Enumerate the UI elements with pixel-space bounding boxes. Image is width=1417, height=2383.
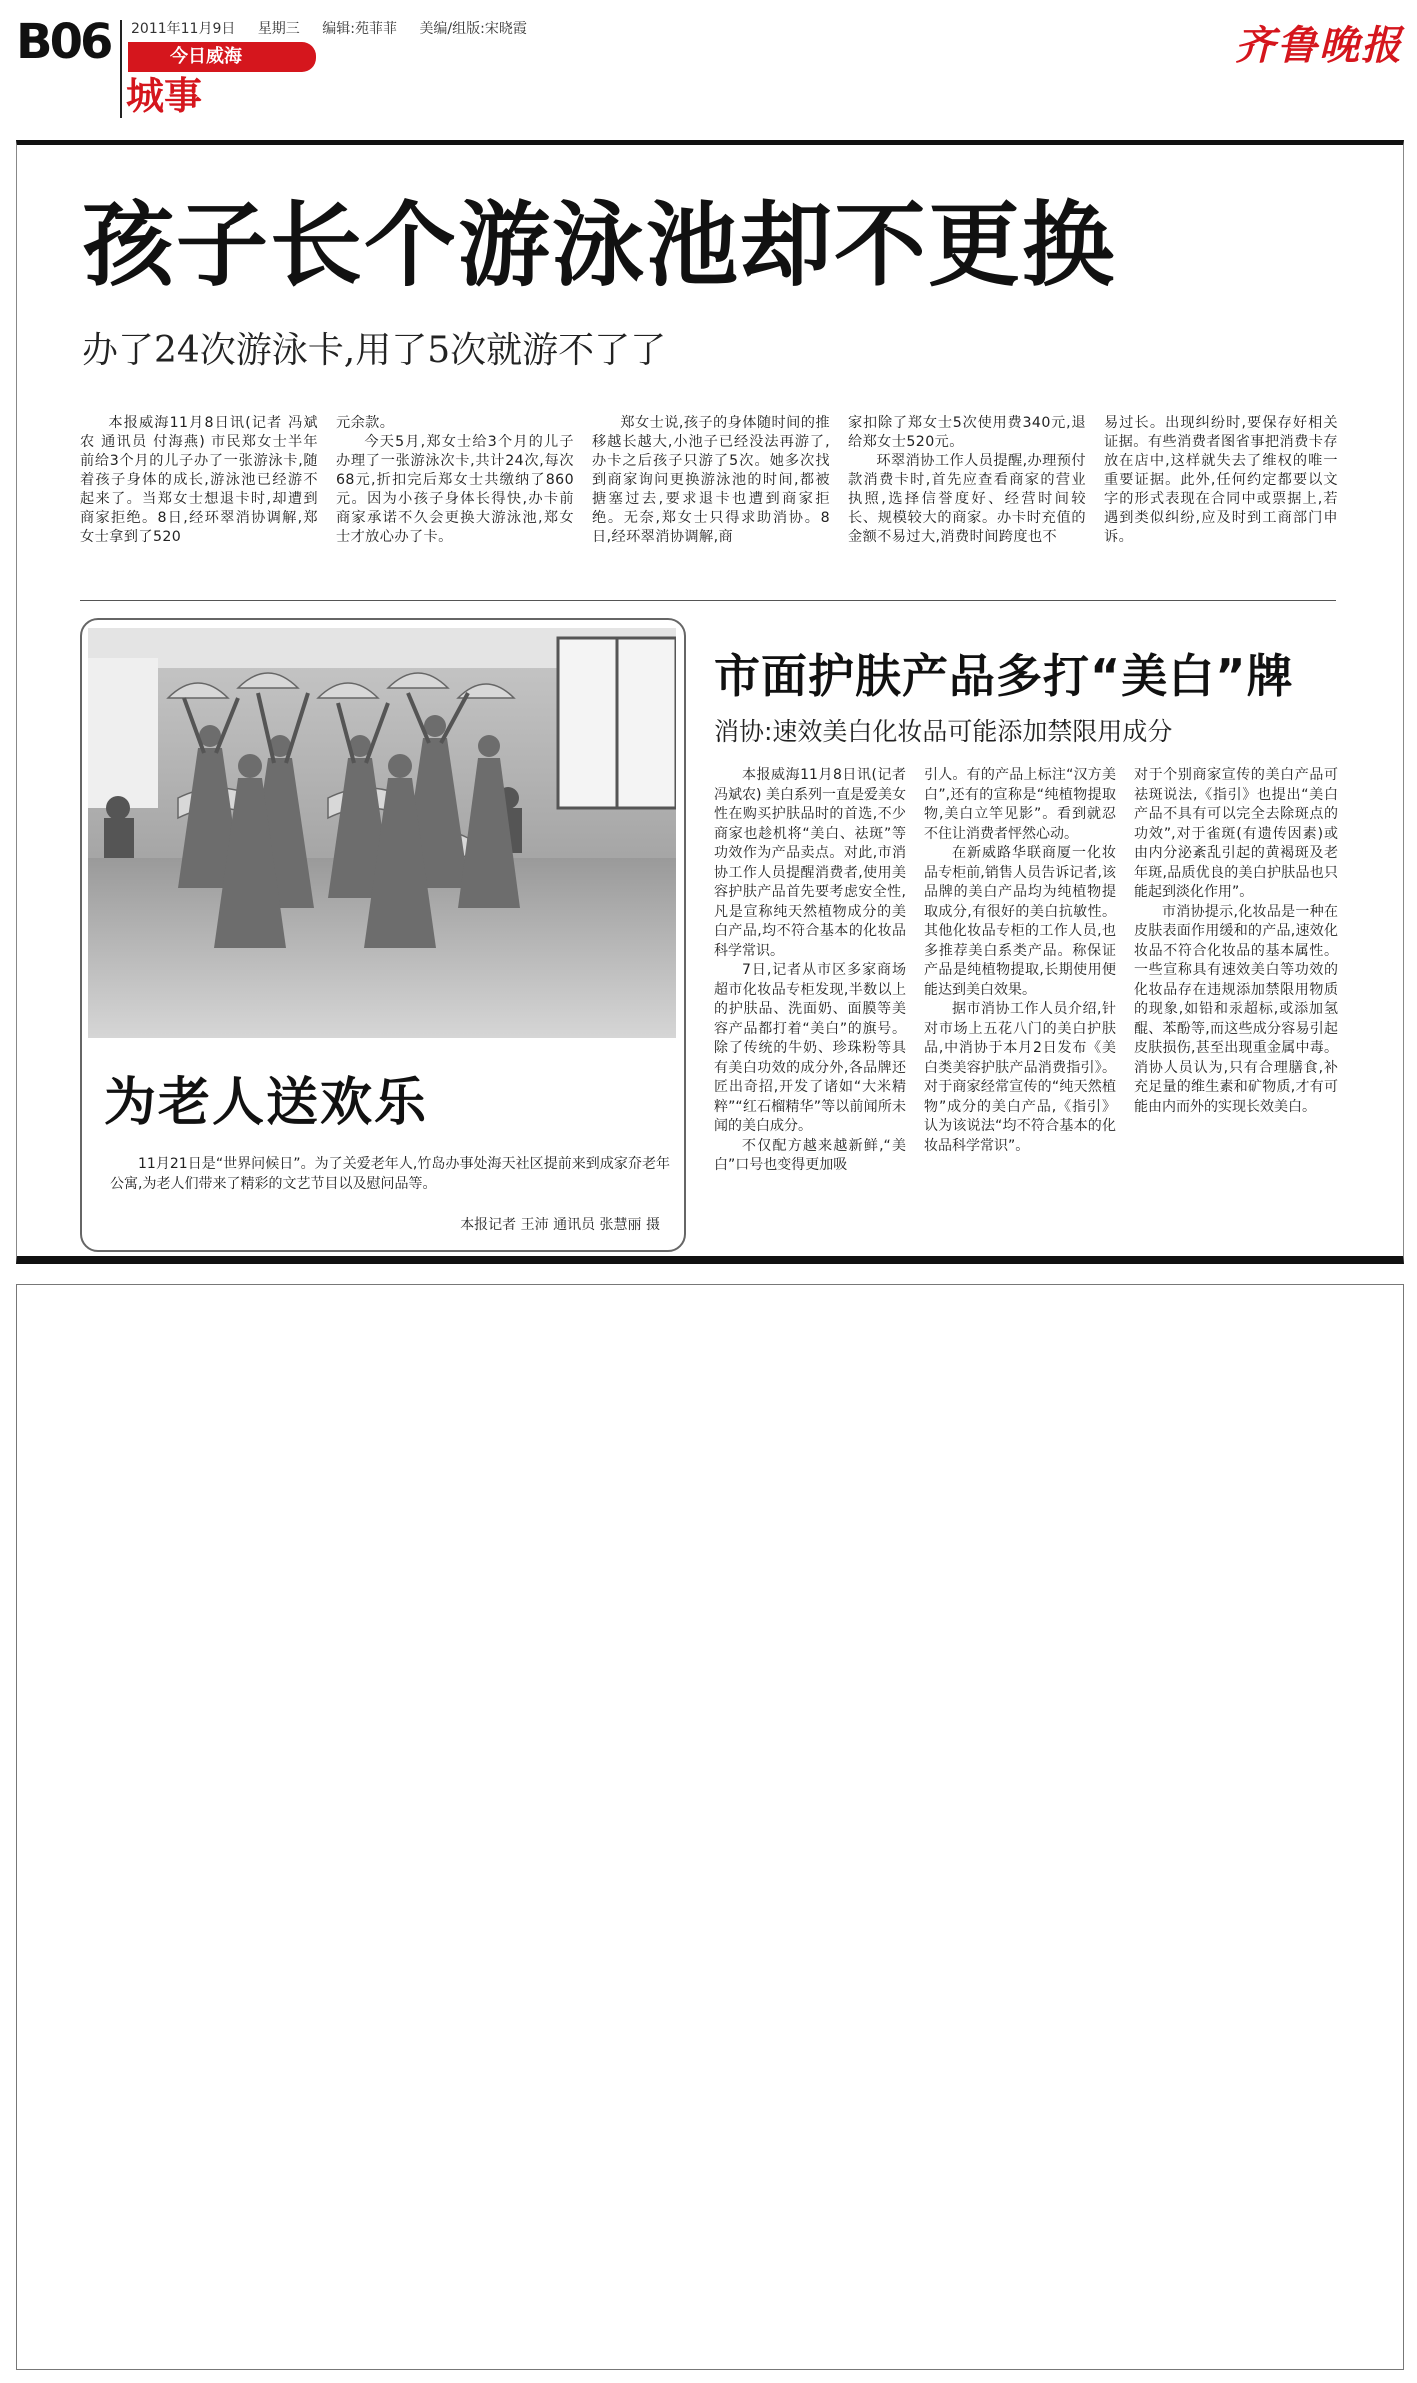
- story1-paragraph: 元余款。: [336, 415, 395, 431]
- photo-feature: [80, 618, 686, 1252]
- story2-headline: 市面护肤产品多打“美白”牌: [714, 649, 1294, 703]
- story2-paragraph: 引人。有的产品上标注“汉方美白”,还有的宣称是“纯植物提取物,美白立竿见影”。看到就忍不住让消费者怦然心动。: [924, 767, 1116, 842]
- story2-column-3: [1134, 766, 1338, 1117]
- editor-credit: 编辑:苑菲菲: [322, 21, 397, 37]
- story2-paragraph: 在新威路华联商厦一化妆品专柜前,销售人员告诉记者,该品牌的美白产品均为纯植物提取成分,有很好的美白抗敏性。其他化妆品专柜的工作人员,也多推荐美白系类产品。称保证产品是纯植物提取,长期使用便能达到美白效果。: [924, 845, 1116, 998]
- story1-column-1: [80, 414, 318, 547]
- story1-paragraph: 易过长。出现纠纷时,要保存好相关证据。有些消费者图省事把消费卡存放在店中,这样就失去了维权的唯一重要证据。此外,任何约定都要以文字的形式表现在合同中或票据上,若遇到类似纠纷,应及时到工商部门申诉。: [1104, 415, 1338, 545]
- story1-paragraph: 本报威海11月8日讯(记者 冯斌农 通讯员 付海燕) 市民郑女士半年前给3个月的儿子办了一张游泳卡,随着孩子身体的成长,游泳池已经游不起来了。当郑女士想退卡时,却遭到商家拒绝。8日,经环翠消协调解,郑女士拿到了520: [80, 415, 318, 545]
- story1-column-5: [1104, 414, 1338, 547]
- story1-paragraph: 郑女士说,孩子的身体随时间的推移越长越大,小池子已经没法再游了,办卡之后孩子只游了5次。她多次找到商家询问更换游泳池的时间,都被搪塞过去,要求退卡也遭到商家拒绝。无奈,郑女士只得求助消协。8日,经环翠消协调解,商: [592, 415, 830, 545]
- newspaper-logo: 齐鲁晚报: [1235, 22, 1403, 69]
- issue-weekday: 星期三: [257, 21, 300, 37]
- photo-title: 为老人送欢乐: [104, 1073, 429, 1133]
- section-title: 城事: [126, 74, 203, 118]
- story1-column-2: [336, 414, 574, 547]
- story1-subhead: 办了24次游泳卡,用了5次就游不了了: [82, 330, 667, 371]
- masthead-divider: [120, 20, 122, 118]
- page-number: B06: [16, 14, 111, 70]
- story1-paragraph: 家扣除了郑女士5次使用费340元,退给郑女士520元。: [848, 415, 1086, 450]
- story1-paragraph: 今天5月,郑女士给3个月的儿子办理了一张游泳次卡,共计24次,每次68元,折扣完后郑女士共缴纳了860元。因为小孩子身体长得快,办卡前商家承诺不久会更换大游泳池,郑女士才放心办了卡。: [336, 434, 574, 545]
- empty-bottom-frame: [16, 1284, 1404, 2370]
- designer-credit: 美编/组版:宋晓霞: [419, 21, 527, 37]
- section-tag: 今日威海: [128, 42, 316, 72]
- story2-subhead: 消协:速效美白化妆品可能添加禁限用成分: [714, 717, 1173, 746]
- story2-column-2: [924, 766, 1116, 1156]
- dance-performance-photo: [88, 628, 676, 1038]
- story2-paragraph: 据市消协工作人员介绍,针对市场上五花八门的美白护肤品,中消协于本月2日发布《美白类美容护肤产品消费指引》。对于商家经常宣传的“纯天然植物”成分的美白产品,《指引》认为该说法“均不符合基本的化妆品科学常识”。: [924, 1001, 1116, 1154]
- photo-credit: 本报记者 王沛 通讯员 张慧丽 摄: [460, 1217, 660, 1233]
- masthead-meta: [131, 18, 545, 38]
- story1-column-3: [592, 414, 830, 547]
- issue-date: 2011年11月9日: [131, 21, 236, 37]
- story2-paragraph: 对于个别商家宣传的美白产品可祛斑说法,《指引》也提出“美白产品不具有可以完全去除斑点的功效”,对于雀斑(有遗传因素)或由内分泌紊乱引起的黄褐斑及老年斑,品质优良的美白护肤品也只能起到淡化作用”。: [1134, 767, 1338, 900]
- story1-headline: 孩子长个游泳池却不更换: [82, 192, 1117, 299]
- story1-paragraph: 环翠消协工作人员提醒,办理预付款消费卡时,首先应查看商家的营业执照,选择信誉度好、经营时间较长、规模较大的商家。办卡时充值的金额不易过大,消费时间跨度也不: [848, 453, 1086, 545]
- story2-paragraph: 不仅配方越来越新鲜,“美白”口号也变得更加吸: [714, 1137, 906, 1173]
- story-divider: [80, 600, 1336, 601]
- photo-caption: 11月21日是“世界问候日”。为了关爱老年人,竹岛办事处海天社区提前来到成家夼老年公寓,为老人们带来了精彩的文艺节目以及慰问品等。: [110, 1156, 670, 1192]
- story2-paragraph: 本报威海11月8日讯(记者 冯斌农) 美白系列一直是爱美女性在购买护肤品时的首选,不少商家也趁机将“美白、祛斑”等功效作为产品卖点。对此,市消协工作人员提醒消费者,使用美容护肤产品首先要考虑安全性,凡是宣称纯天然植物成分的美白产品,均不符合基本的化妆品科学常识。: [714, 767, 906, 959]
- story2-column-1: [714, 766, 906, 1176]
- story2-paragraph: 7日,记者从市区多家商场超市化妆品专柜发现,半数以上的护肤品、洗面奶、面膜等美容产品都打着“美白”的旗号。除了传统的牛奶、珍珠粉等具有美白功效的成分外,各品牌还匠出奇招,开发了诸如“大米精粹”“红石榴精华”等以前闻所未闻的美白成分。: [714, 962, 906, 1134]
- story2-paragraph: 市消协提示,化妆品是一种在皮肤表面作用缓和的产品,速效化妆品不符合化妆品的基本属性。一些宣称具有速效美白等功效的化妆品存在违规添加禁限用物质的现象,如铅和汞超标,或添加氢醌、苯酚等,而这些成分容易引起皮肤损伤,甚至出现重金属中毒。消协人员认为,只有合理膳食,补充足量的维生素和矿物质,才有可能由内而外的实现长效美白。: [1134, 903, 1338, 1115]
- story1-column-4: [848, 414, 1086, 547]
